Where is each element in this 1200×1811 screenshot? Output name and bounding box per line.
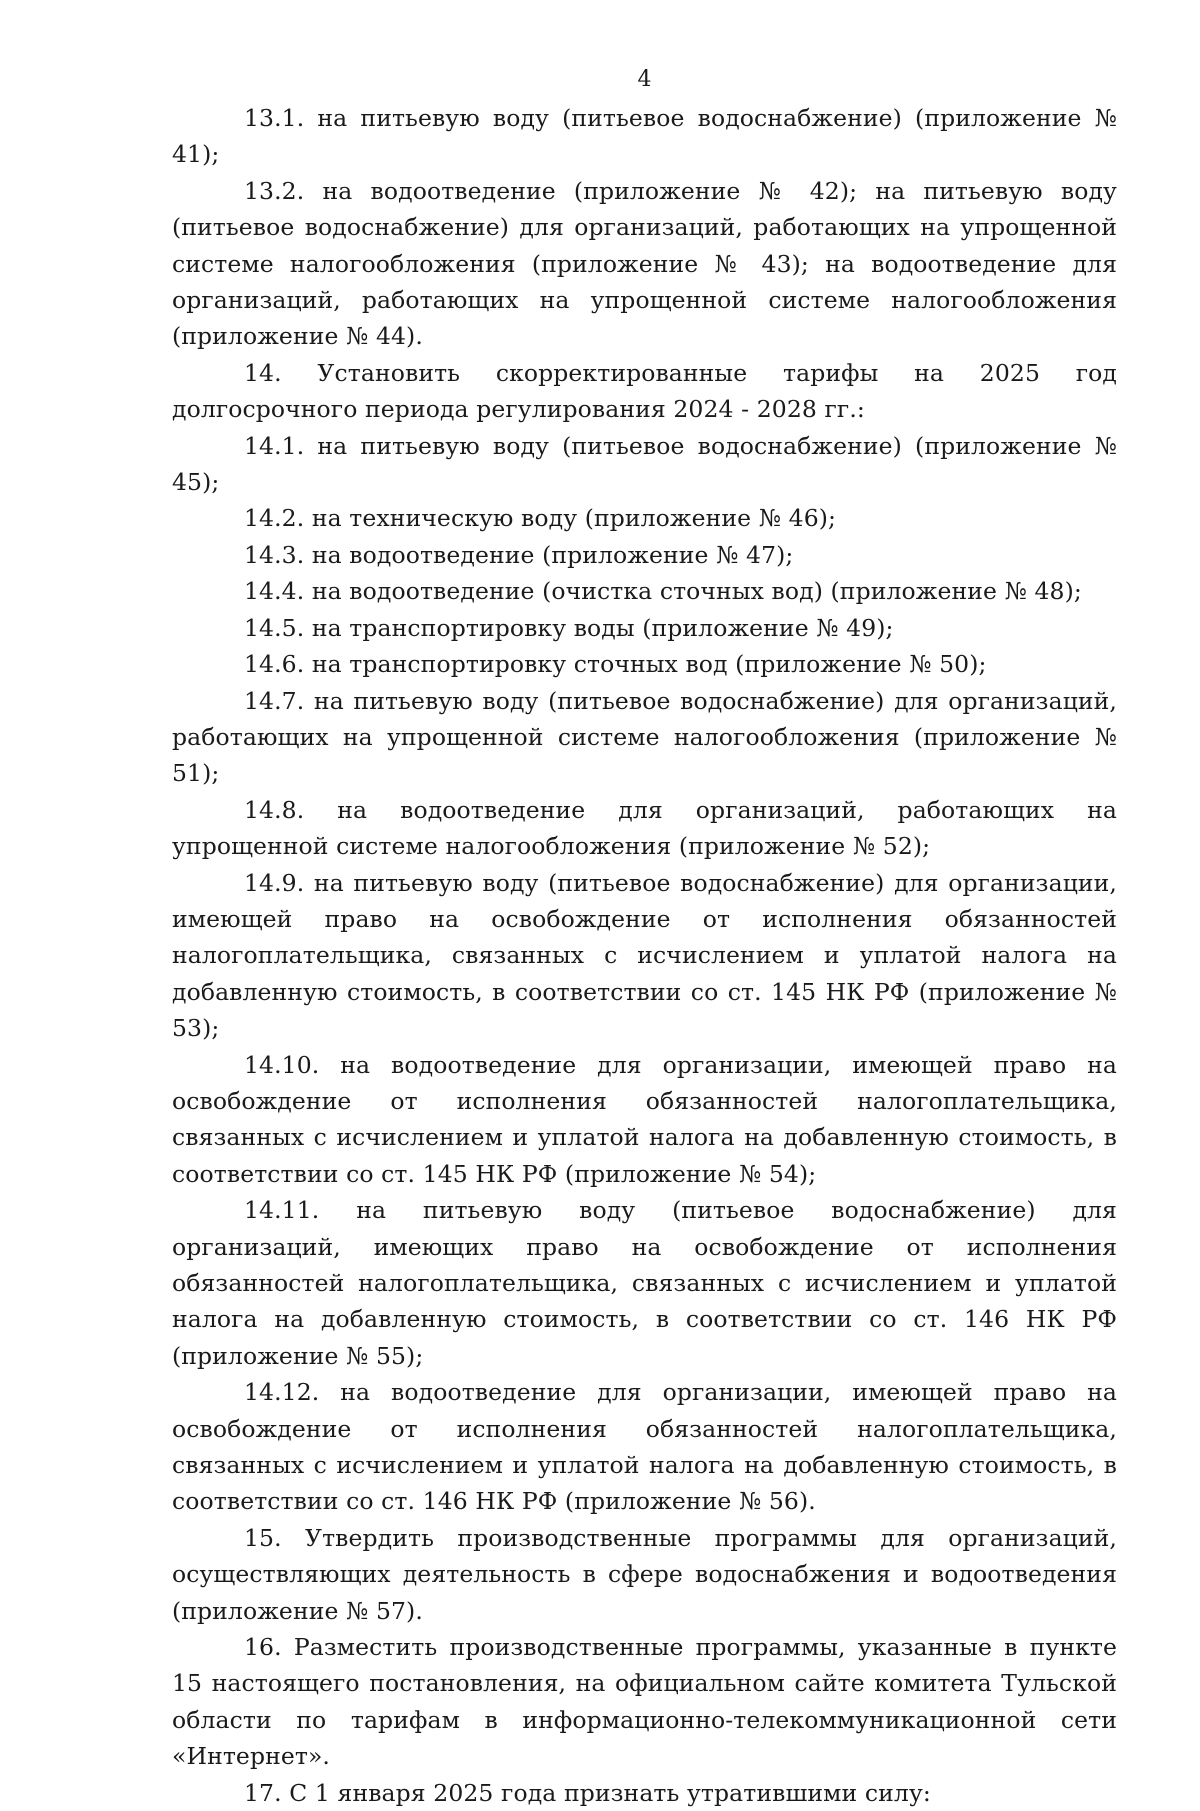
paragraph-14-3: 14.3. на водоотведение (приложение № 47); [244, 540, 794, 569]
paragraph-13-2: 13.2. на водоотведение (приложение № 42); на питьевую воду (питьевое водоснабжение) для организаций, работающих на упрощенной системе налогообложения (приложение № 43); на водоотведение для организаций, работающих на упрощенной системе налогообложения (приложение № 44). [172, 176, 1117, 351]
paragraph-14-6: 14.6. на транспортировку сточных вод (приложение № 50); [244, 650, 987, 679]
paragraph-14-9: 14.9. на питьевую воду (питьевое водоснабжение) для организации, имеющей право на освобождение от исполнения обязанностей налогоплательщика, связанных с исчислением и уплатой налога на добавленную стоимость, в соответствии со ст. 145 НК РФ (приложение № 53); [172, 868, 1117, 1043]
paragraph-17: 17. С 1 января 2025 года признать утратившими силу: [244, 1778, 931, 1807]
paragraph-14-8: 14.8. на водоотведение для организаций, работающих на упрощенной системе налогообложения (приложение № 52); [172, 795, 1117, 861]
document-page [172, 62, 1117, 1811]
paragraph-14-2: 14.2. на техническую воду (приложение № 46); [244, 504, 837, 533]
page-number: 4 [637, 67, 652, 92]
paragraph-14: 14. Установить скорректированные тарифы на 2025 год долгосрочного периода регулирования 2024 - 2028 гг.: [172, 358, 1117, 424]
paragraph-16: 16. Разместить производственные программы, указанные в пункте 15 настоящего постановления, на официальном сайте комитета Тульской области по тарифам в информационно-телекоммуникационной сети «Интернет». [172, 1633, 1117, 1771]
paragraph-14-1: 14.1. на питьевую воду (питьевое водоснабжение) (приложение № 45); [172, 431, 1117, 497]
paragraph-14-4: 14.4. на водоотведение (очистка сточных вод) (приложение № 48); [244, 577, 1082, 606]
paragraph-14-11: 14.11. на питьевую воду (питьевое водоснабжение) для организаций, имеющих право на освобождение от исполнения обязанностей налогоплательщика, связанных с исчислением и уплатой налога на добавленную стоимость, в соответствии со ст. 146 НК РФ (приложение № 55); [172, 1196, 1117, 1370]
paragraph-15: 15. Утвердить производственные программы для организаций, осуществляющих деятельность в сфере водоснабжения и водоотведения (приложение № 57). [172, 1523, 1117, 1625]
paragraph-13-1: 13.1. на питьевую воду (питьевое водоснабжение) (приложение № 41); [172, 104, 1117, 169]
paragraph-14-7: 14.7. на питьевую воду (питьевое водоснабжение) для организаций, работающих на упрощенной системе налогообложения (приложение № 51); [172, 686, 1117, 788]
paragraph-14-12: 14.12. на водоотведение для организации, имеющей право на освобождение от исполнения обязанностей налогоплательщика, связанных с исчислением и уплатой налога на добавленную стоимость, в соответствии со ст. 146 НК РФ (приложение № 56). [172, 1378, 1117, 1516]
paragraph-14-5: 14.5. на транспортировку воды (приложение № 49); [244, 613, 894, 642]
paragraph-14-10: 14.10. на водоотведение для организации, имеющей право на освобождение от исполнения обязанностей налогоплательщика, связанных с исчислением и уплатой налога на добавленную стоимость, в соответствии со ст. 145 НК РФ (приложение № 54); [172, 1050, 1117, 1188]
